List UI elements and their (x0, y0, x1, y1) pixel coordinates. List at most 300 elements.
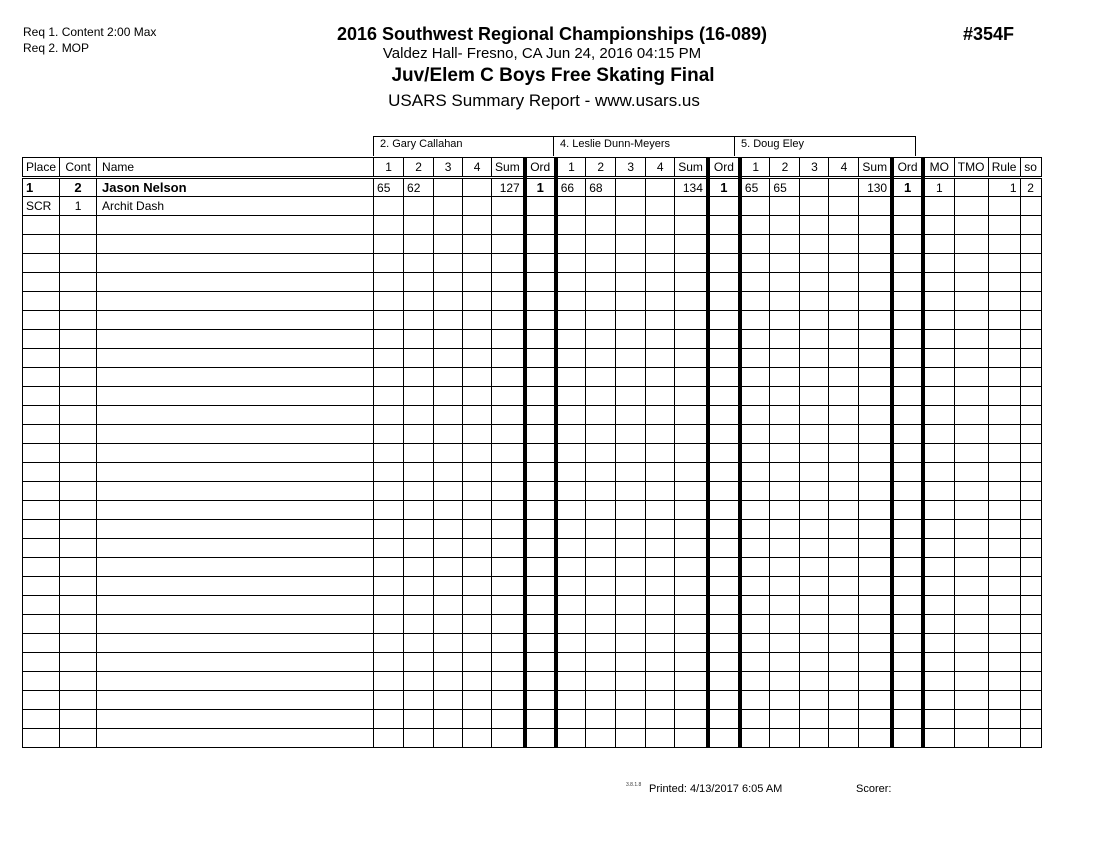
empty-cell (708, 235, 740, 254)
empty-cell (525, 330, 556, 349)
empty-cell (525, 311, 556, 330)
empty-cell (463, 653, 492, 672)
empty-cell (97, 482, 374, 501)
empty-cell (740, 349, 770, 368)
empty-cell (23, 577, 60, 596)
empty-cell (97, 691, 374, 710)
empty-cell (60, 349, 97, 368)
cont-cell: 2 (60, 178, 97, 197)
rule-cell (988, 197, 1020, 216)
empty-cell (740, 444, 770, 463)
empty-cell (97, 577, 374, 596)
empty-cell (859, 292, 892, 311)
empty-cell (23, 653, 60, 672)
empty-cell (1020, 691, 1041, 710)
empty-cell (923, 254, 954, 273)
empty-cell (800, 273, 829, 292)
empty-cell (556, 463, 586, 482)
j1-col-sum: Sum (492, 158, 525, 178)
empty-cell (675, 368, 708, 387)
empty-cell (892, 330, 923, 349)
empty-cell (988, 463, 1020, 482)
empty-cell (675, 577, 708, 596)
empty-cell (675, 254, 708, 273)
empty-cell (859, 520, 892, 539)
empty-cell (492, 653, 525, 672)
empty-cell (770, 216, 800, 235)
empty-cell (404, 330, 434, 349)
empty-cell (23, 368, 60, 387)
empty-cell (1020, 330, 1041, 349)
empty-cell (492, 406, 525, 425)
empty-cell (616, 444, 646, 463)
empty-cell (23, 482, 60, 501)
table-row (23, 178, 1042, 197)
empty-cell (97, 463, 374, 482)
empty-cell (708, 368, 740, 387)
empty-cell (492, 501, 525, 520)
empty-cell (892, 387, 923, 406)
empty-cell (463, 311, 492, 330)
empty-table-row (23, 615, 1042, 634)
empty-cell (434, 558, 463, 577)
empty-cell (586, 691, 616, 710)
empty-cell (463, 729, 492, 748)
cont-cell: 1 (60, 197, 97, 216)
empty-cell (616, 425, 646, 444)
venue-datetime: Valdez Hall- Fresno, CA Jun 24, 2016 04:15 PM (382, 45, 702, 62)
empty-cell (954, 615, 988, 634)
empty-cell (616, 406, 646, 425)
empty-cell (525, 710, 556, 729)
empty-cell (954, 482, 988, 501)
empty-cell (988, 558, 1020, 577)
empty-cell (740, 463, 770, 482)
empty-cell (586, 368, 616, 387)
empty-cell (586, 729, 616, 748)
empty-cell (829, 482, 859, 501)
empty-cell (586, 634, 616, 653)
empty-cell (892, 311, 923, 330)
empty-cell (800, 710, 829, 729)
empty-cell (892, 425, 923, 444)
empty-cell (463, 368, 492, 387)
empty-cell (374, 406, 404, 425)
empty-cell (859, 729, 892, 748)
empty-table-row (23, 577, 1042, 596)
empty-cell (770, 615, 800, 634)
empty-cell (556, 615, 586, 634)
empty-cell (586, 311, 616, 330)
empty-cell (646, 558, 675, 577)
empty-cell (708, 254, 740, 273)
empty-cell (60, 235, 97, 254)
software-version: 3.8.1.8 (626, 782, 642, 788)
empty-cell (463, 330, 492, 349)
empty-cell (954, 672, 988, 691)
empty-cell (800, 292, 829, 311)
empty-cell (586, 425, 616, 444)
empty-cell (60, 273, 97, 292)
empty-cell (23, 330, 60, 349)
empty-cell (525, 387, 556, 406)
empty-cell (525, 292, 556, 311)
empty-cell (556, 444, 586, 463)
empty-table-row (23, 558, 1042, 577)
empty-cell (492, 596, 525, 615)
empty-cell (1020, 368, 1041, 387)
empty-cell (404, 216, 434, 235)
empty-cell (923, 615, 954, 634)
empty-cell (988, 482, 1020, 501)
empty-cell (770, 273, 800, 292)
empty-cell (23, 615, 60, 634)
empty-cell (586, 539, 616, 558)
empty-cell (463, 520, 492, 539)
empty-cell (60, 425, 97, 444)
empty-cell (675, 558, 708, 577)
empty-cell (923, 577, 954, 596)
empty-cell (404, 254, 434, 273)
empty-cell (740, 330, 770, 349)
empty-cell (646, 311, 675, 330)
empty-cell (374, 349, 404, 368)
empty-cell (463, 216, 492, 235)
empty-cell (525, 425, 556, 444)
empty-cell (374, 482, 404, 501)
empty-cell (646, 216, 675, 235)
empty-cell (770, 539, 800, 558)
place-cell: SCR (23, 197, 60, 216)
empty-cell (859, 330, 892, 349)
empty-cell (708, 596, 740, 615)
empty-cell (954, 463, 988, 482)
empty-cell (988, 729, 1020, 748)
empty-cell (23, 216, 60, 235)
empty-cell (60, 216, 97, 235)
empty-cell (525, 349, 556, 368)
empty-cell (556, 729, 586, 748)
empty-cell (463, 539, 492, 558)
empty-cell (463, 254, 492, 273)
empty-table-row (23, 311, 1042, 330)
empty-cell (434, 273, 463, 292)
empty-cell (616, 520, 646, 539)
empty-cell (23, 406, 60, 425)
empty-cell (1020, 387, 1041, 406)
empty-cell (616, 216, 646, 235)
j2-score-1 (556, 197, 586, 216)
empty-cell (675, 482, 708, 501)
empty-cell (23, 444, 60, 463)
empty-cell (923, 558, 954, 577)
empty-cell (859, 577, 892, 596)
empty-cell (556, 501, 586, 520)
empty-cell (404, 577, 434, 596)
empty-cell (463, 349, 492, 368)
empty-cell (492, 672, 525, 691)
empty-cell (829, 729, 859, 748)
empty-cell (60, 558, 97, 577)
j3-col-3: 3 (800, 158, 829, 178)
empty-cell (770, 520, 800, 539)
empty-cell (97, 330, 374, 349)
empty-cell (646, 691, 675, 710)
empty-cell (97, 672, 374, 691)
empty-cell (708, 539, 740, 558)
empty-cell (586, 596, 616, 615)
empty-cell (525, 691, 556, 710)
empty-cell (616, 596, 646, 615)
empty-cell (770, 463, 800, 482)
empty-cell (404, 558, 434, 577)
so-cell: 2 (1020, 178, 1041, 197)
empty-cell (708, 691, 740, 710)
empty-cell (675, 539, 708, 558)
empty-cell (586, 330, 616, 349)
empty-cell (740, 729, 770, 748)
col-name: Name (97, 158, 374, 178)
empty-cell (463, 577, 492, 596)
empty-cell (434, 672, 463, 691)
j2-col-1: 1 (556, 158, 586, 178)
empty-cell (800, 235, 829, 254)
empty-cell (1020, 596, 1041, 615)
empty-cell (859, 349, 892, 368)
empty-cell (616, 615, 646, 634)
empty-cell (525, 596, 556, 615)
empty-cell (988, 501, 1020, 520)
empty-cell (954, 292, 988, 311)
empty-cell (829, 235, 859, 254)
empty-cell (988, 311, 1020, 330)
empty-cell (404, 482, 434, 501)
empty-cell (23, 273, 60, 292)
empty-cell (616, 311, 646, 330)
empty-cell (740, 577, 770, 596)
empty-cell (859, 311, 892, 330)
empty-cell (892, 577, 923, 596)
empty-cell (492, 691, 525, 710)
empty-cell (23, 729, 60, 748)
empty-cell (988, 406, 1020, 425)
empty-cell (923, 349, 954, 368)
empty-cell (954, 235, 988, 254)
empty-cell (740, 254, 770, 273)
empty-cell (859, 406, 892, 425)
empty-cell (859, 634, 892, 653)
empty-cell (434, 482, 463, 501)
empty-cell (404, 615, 434, 634)
empty-cell (23, 235, 60, 254)
empty-cell (463, 634, 492, 653)
empty-cell (492, 482, 525, 501)
empty-cell (525, 672, 556, 691)
empty-cell (859, 273, 892, 292)
empty-cell (97, 444, 374, 463)
empty-cell (374, 710, 404, 729)
empty-cell (616, 463, 646, 482)
j1-score-3 (434, 178, 463, 197)
empty-cell (740, 292, 770, 311)
empty-cell (800, 596, 829, 615)
empty-cell (434, 539, 463, 558)
empty-cell (740, 501, 770, 520)
empty-cell (859, 710, 892, 729)
empty-cell (859, 482, 892, 501)
empty-cell (892, 558, 923, 577)
empty-cell (60, 672, 97, 691)
empty-cell (463, 691, 492, 710)
empty-cell (556, 482, 586, 501)
col-so: so (1020, 158, 1041, 178)
empty-cell (434, 235, 463, 254)
empty-cell (770, 254, 800, 273)
empty-cell (97, 425, 374, 444)
j2-col-ord: Ord (708, 158, 740, 178)
empty-cell (954, 558, 988, 577)
empty-cell (988, 596, 1020, 615)
empty-cell (800, 406, 829, 425)
j3-col-1: 1 (740, 158, 770, 178)
empty-cell (770, 653, 800, 672)
empty-cell (463, 235, 492, 254)
j2-score-3 (616, 178, 646, 197)
empty-cell (434, 254, 463, 273)
empty-cell (829, 501, 859, 520)
empty-cell (525, 577, 556, 596)
empty-cell (740, 691, 770, 710)
empty-table-row (23, 444, 1042, 463)
j1-score-4 (463, 178, 492, 197)
empty-cell (954, 216, 988, 235)
empty-cell (492, 387, 525, 406)
empty-cell (859, 387, 892, 406)
empty-cell (556, 577, 586, 596)
empty-cell (988, 444, 1020, 463)
empty-cell (492, 615, 525, 634)
empty-cell (404, 387, 434, 406)
empty-cell (492, 710, 525, 729)
empty-cell (556, 254, 586, 273)
empty-cell (954, 729, 988, 748)
empty-cell (616, 653, 646, 672)
empty-cell (740, 558, 770, 577)
mo-cell: 1 (923, 178, 954, 197)
empty-cell (708, 653, 740, 672)
empty-cell (434, 368, 463, 387)
empty-cell (463, 710, 492, 729)
empty-cell (954, 444, 988, 463)
empty-table-row (23, 406, 1042, 425)
empty-cell (988, 254, 1020, 273)
empty-cell (434, 615, 463, 634)
empty-cell (23, 501, 60, 520)
empty-cell (800, 539, 829, 558)
empty-cell (374, 254, 404, 273)
empty-cell (675, 710, 708, 729)
tmo-cell (954, 178, 988, 197)
empty-cell (646, 482, 675, 501)
empty-cell (675, 406, 708, 425)
j1-sum: 127 (492, 178, 525, 197)
empty-cell (892, 615, 923, 634)
empty-cell (740, 482, 770, 501)
j3-ord (892, 197, 923, 216)
empty-cell (800, 216, 829, 235)
empty-cell (954, 653, 988, 672)
empty-cell (708, 615, 740, 634)
empty-cell (492, 311, 525, 330)
empty-cell (646, 577, 675, 596)
empty-cell (525, 729, 556, 748)
empty-cell (892, 349, 923, 368)
empty-cell (675, 672, 708, 691)
empty-cell (23, 539, 60, 558)
empty-cell (892, 672, 923, 691)
empty-cell (492, 216, 525, 235)
empty-cell (434, 634, 463, 653)
empty-cell (60, 368, 97, 387)
empty-table-row (23, 273, 1042, 292)
j3-score-1: 65 (740, 178, 770, 197)
empty-cell (708, 349, 740, 368)
empty-cell (556, 691, 586, 710)
j2-score-4 (646, 197, 675, 216)
empty-cell (708, 444, 740, 463)
empty-cell (770, 729, 800, 748)
empty-cell (892, 501, 923, 520)
empty-cell (800, 254, 829, 273)
empty-cell (859, 368, 892, 387)
empty-cell (492, 235, 525, 254)
empty-cell (646, 653, 675, 672)
empty-cell (97, 729, 374, 748)
empty-cell (923, 691, 954, 710)
empty-cell (954, 539, 988, 558)
empty-cell (770, 387, 800, 406)
empty-cell (800, 558, 829, 577)
empty-cell (60, 330, 97, 349)
empty-cell (800, 634, 829, 653)
empty-cell (525, 653, 556, 672)
table-header-row (23, 158, 1042, 178)
col-rule: Rule (988, 158, 1020, 178)
empty-cell (404, 349, 434, 368)
empty-cell (60, 539, 97, 558)
empty-cell (97, 634, 374, 653)
empty-cell (97, 311, 374, 330)
empty-cell (434, 292, 463, 311)
empty-cell (829, 330, 859, 349)
empty-cell (859, 235, 892, 254)
empty-cell (646, 520, 675, 539)
empty-table-row (23, 254, 1042, 273)
empty-cell (892, 254, 923, 273)
j3-score-2: 65 (770, 178, 800, 197)
place-cell: 1 (23, 178, 60, 197)
empty-cell (923, 425, 954, 444)
empty-cell (770, 330, 800, 349)
j1-col-1: 1 (374, 158, 404, 178)
empty-cell (374, 425, 404, 444)
empty-cell (675, 463, 708, 482)
empty-cell (492, 254, 525, 273)
empty-cell (800, 311, 829, 330)
empty-cell (740, 425, 770, 444)
empty-cell (525, 634, 556, 653)
empty-cell (374, 615, 404, 634)
